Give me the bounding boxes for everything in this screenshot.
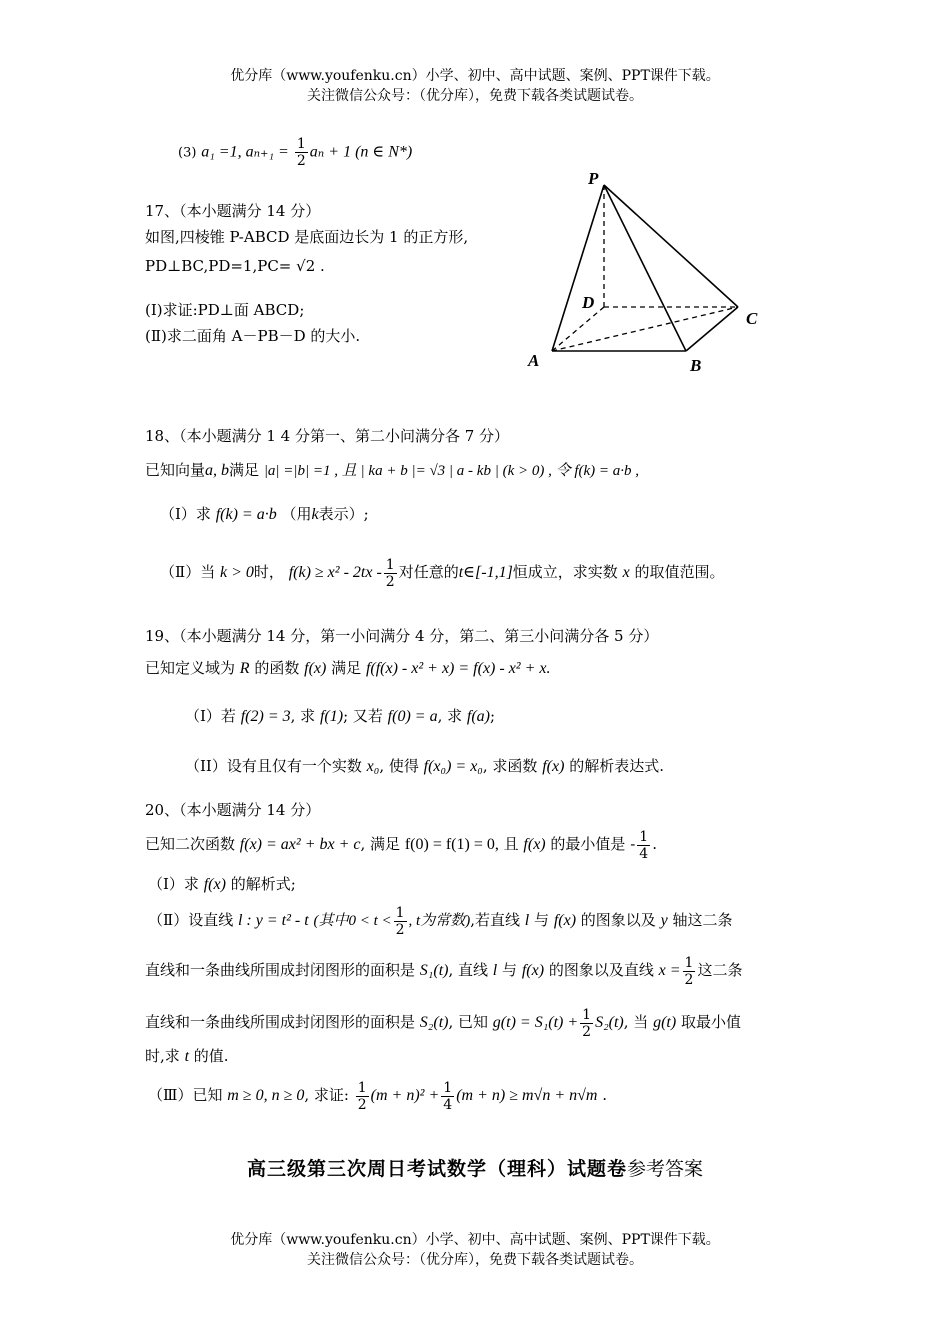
q20-part2-fx: f(x) bbox=[553, 912, 577, 929]
q18-stem-a: 已知向量 bbox=[145, 461, 206, 479]
q20-part2-e: 轴这二条 bbox=[672, 911, 733, 929]
q20-part2-frac-num: 1 bbox=[395, 904, 405, 921]
q20-part2-gt: g(t) bbox=[653, 1014, 677, 1031]
q20-part3-e2: (m + n) ≥ m√n + n√m bbox=[456, 1087, 598, 1104]
q20-stem-cond: f(0) = f(1) = 0, bbox=[404, 836, 499, 853]
q19-part2-c: , 求函数 bbox=[482, 757, 538, 775]
q18-stem-cond: |a| =|b| =1 , 且 | ka + b |= √3 | a - kb | (k > 0) , 令 f(k) = a·b , bbox=[263, 463, 640, 479]
q20-min-num: 1 bbox=[639, 828, 649, 845]
q18-frac-num: 1 bbox=[385, 556, 395, 573]
q20-part2-l2-l: l bbox=[492, 962, 498, 979]
q19-part2-fx: f(x) bbox=[542, 758, 565, 775]
q20-part3-b: , 求证: bbox=[304, 1086, 349, 1104]
q20-part2-l2-b: , 直线 bbox=[448, 961, 489, 979]
q19-part2-eq: f(x₀) = x₀ bbox=[423, 758, 483, 775]
q19-part1-e1: f(2) = 3 bbox=[240, 708, 291, 725]
q19-part1-a: （I）若 bbox=[185, 707, 236, 725]
q20-part2-l2-fx: f(x) bbox=[521, 962, 545, 979]
edge-PC bbox=[604, 185, 738, 307]
q20-part3-f1-num: 1 bbox=[357, 1079, 367, 1096]
q20-part1-a: （Ⅰ）求 bbox=[148, 875, 199, 893]
q20-part2-g: g(t) = S₁(t) + bbox=[492, 1014, 579, 1031]
q18-heading: 18、（本小题满分 1 4 分第一、第二小问满分各 7 分） bbox=[145, 427, 510, 445]
q19-part1-b: , 求 bbox=[290, 707, 316, 725]
q17-heading: 17、（本小题满分 14 分） bbox=[145, 202, 321, 220]
q20-part2-l4-t: t bbox=[184, 1048, 190, 1065]
q18-part2-b: 时， bbox=[253, 563, 284, 581]
q20-part-3 bbox=[148, 1078, 607, 1113]
q19-part2-d: 的解析表达式. bbox=[569, 757, 664, 775]
q17-line-2: PD⊥BC,PD=1,PC= √2 . bbox=[145, 257, 325, 275]
edge-PA bbox=[552, 185, 604, 351]
q18-part2-x: x bbox=[622, 564, 630, 581]
q20-part-2-line-1 bbox=[148, 904, 733, 938]
q20-part2-l3-b: , 已知 bbox=[448, 1013, 489, 1031]
q20-part2-l2-a: 直线和一条曲线所围成封闭图形的面积是 bbox=[145, 961, 416, 979]
q20-part2-l3-a: 直线和一条曲线所围成封闭图形的面积是 bbox=[145, 1013, 416, 1031]
q18-part-2 bbox=[160, 556, 725, 590]
header-line-1: 优分库（www.youfenku.cn）小学、初中、高中试题、案例、PPT课件下载。 bbox=[230, 68, 720, 84]
q20-part2-l2-d: 的图象以及直线 bbox=[548, 961, 654, 979]
q20-part3-fraction-1 bbox=[356, 1080, 369, 1113]
q18-part2-e: 的取值范围。 bbox=[634, 563, 725, 581]
q18-part-1 bbox=[160, 504, 369, 525]
q20-part2-d: 的图象以及 bbox=[580, 911, 656, 929]
footer-line-2: 关注微信公众号：（优分库），免费下载各类试题试卷。 bbox=[307, 1252, 643, 1268]
q18-part1-expr: f(k) = a·b bbox=[215, 506, 277, 523]
q19-part1-c: ; 又若 bbox=[343, 707, 383, 725]
q19-heading: 19、（本小题满分 14 分，第一小问满分 4 分，第二、第三小问满分各 5 分） bbox=[145, 627, 659, 645]
q19-part1-e2: f(1) bbox=[319, 708, 344, 725]
q19-stem-fx: f(x) bbox=[304, 660, 327, 677]
q20-part2-S2b: S₂(t) bbox=[595, 1014, 624, 1031]
q20-part2-paren-b: , t为常数) bbox=[408, 913, 471, 929]
q20-stem-end: . bbox=[652, 835, 657, 853]
q18-part2-c: 对任意的 bbox=[398, 563, 459, 581]
q20-part3-end: . bbox=[602, 1086, 608, 1104]
q20-part1-fx: f(x) bbox=[203, 876, 226, 893]
q20-min-den: 4 bbox=[639, 845, 649, 862]
q20-stem-b: , 满足 bbox=[360, 835, 401, 853]
q20-part2-l: l bbox=[524, 912, 530, 929]
label-A: A bbox=[528, 351, 540, 370]
header-line-2: 关注微信公众号：（优分库），免费下载各类试题试卷。 bbox=[307, 88, 643, 104]
q18-part2-range: t∈[-1,1] bbox=[458, 564, 513, 581]
q20-part2-line: l : y = t² - t bbox=[237, 912, 309, 929]
q19-part1-d: , 求 bbox=[437, 707, 463, 725]
q18-stem-ab: a, b bbox=[205, 462, 230, 479]
q20-part3-cond: m ≥ 0, n ≥ 0 bbox=[227, 1087, 305, 1104]
q19-part2-x0: x₀ bbox=[366, 758, 380, 775]
q19-stem-R: R bbox=[239, 660, 250, 677]
q20-part2-l2-e: 这二条 bbox=[697, 961, 743, 979]
q20-part-2-line-3 bbox=[145, 1006, 741, 1040]
q20-part2-l2-x: x = bbox=[658, 962, 681, 979]
q20-stem-c: 且 bbox=[503, 835, 519, 853]
q20-part2-l4-a: 时,求 bbox=[145, 1047, 180, 1065]
q18-stem-b: 满足 bbox=[229, 461, 260, 479]
q16-frac-num: 1 bbox=[296, 136, 306, 152]
q20-part2-b: ,若直线 bbox=[470, 911, 520, 929]
q18-stem bbox=[145, 460, 639, 481]
pyramid-figure bbox=[520, 165, 780, 380]
q20-part3-fraction-2 bbox=[441, 1080, 454, 1113]
q20-part2-l2-frac-den: 2 bbox=[684, 971, 694, 988]
q20-part3-f2-den: 4 bbox=[443, 1096, 453, 1113]
edge-DA bbox=[552, 307, 604, 351]
footer-line-1: 优分库（www.youfenku.cn）小学、初中、高中试题、案例、PPT课件下载。 bbox=[230, 1232, 720, 1248]
q17-part-2: (Ⅱ)求二面角 A－PB－D 的大小. bbox=[145, 327, 361, 345]
q20-part3-f1-den: 2 bbox=[357, 1096, 367, 1113]
q18-part2-expr: f(k) ≥ x² - 2tx - bbox=[288, 564, 382, 581]
q20-part2-l4-b: 的值. bbox=[193, 1047, 229, 1065]
q20-min-fraction bbox=[637, 829, 650, 862]
q19-part-2 bbox=[185, 756, 664, 777]
q20-part2-l2-fraction bbox=[683, 955, 696, 988]
q20-part2-frac-den: 2 bbox=[395, 921, 405, 938]
q20-part2-fraction bbox=[394, 905, 407, 938]
q19-stem-c: 满足 bbox=[331, 659, 362, 677]
label-P: P bbox=[588, 169, 599, 188]
q18-fraction bbox=[384, 557, 397, 590]
q17-line-1: 如图,四棱锥 P-ABCD 是底面边长为 1 的正方形, bbox=[145, 228, 469, 246]
q18-frac-den: 2 bbox=[385, 573, 395, 590]
q18-part1-a: （Ⅰ）求 bbox=[160, 505, 211, 523]
q19-stem bbox=[145, 658, 551, 679]
q20-part3-a: （Ⅲ）已知 bbox=[148, 1086, 223, 1104]
q20-part2-l2-frac-num: 1 bbox=[684, 954, 694, 971]
q17-part-1: (Ⅰ)求证:PD⊥面 ABCD; bbox=[145, 301, 305, 319]
q20-part2-l2-c: 与 bbox=[502, 961, 518, 979]
q20-part2-a: （Ⅱ）设直线 bbox=[148, 911, 234, 929]
label-D: D bbox=[582, 293, 595, 312]
q20-stem-f: f(x) = ax² + bx + c bbox=[239, 836, 361, 853]
q20-stem-min-sign: - bbox=[630, 835, 636, 853]
q16-part3-tail: aₙ + 1 (n ∈ N*) bbox=[309, 143, 413, 161]
q19-stem-eq: f(f(x) - x² + x) = f(x) - x² + x. bbox=[365, 660, 551, 677]
q20-part3-e1: (m + n)² + bbox=[370, 1087, 440, 1104]
q20-part2-S1: S₁(t) bbox=[419, 962, 449, 979]
q20-part-2-line-2 bbox=[145, 954, 742, 988]
q18-part1-k: k bbox=[311, 506, 319, 523]
q19-part-1 bbox=[185, 706, 495, 727]
q19-part1-e: ; bbox=[490, 707, 496, 725]
edge-AC bbox=[552, 307, 738, 351]
q20-part2-l3-fraction bbox=[580, 1007, 593, 1040]
q18-part1-b: （用 bbox=[281, 505, 312, 523]
q19-part1-e3: f(0) = a bbox=[387, 708, 438, 725]
q20-stem bbox=[145, 828, 657, 862]
q19-part1-e4: f(a) bbox=[466, 708, 491, 725]
q20-part1-b: 的解析式; bbox=[230, 875, 296, 893]
q20-part2-l3-frac-num: 1 bbox=[582, 1006, 592, 1023]
q20-part2-l3-d: 取最小值 bbox=[680, 1013, 741, 1031]
q20-part2-c: 与 bbox=[534, 911, 550, 929]
q19-stem-b: 的函数 bbox=[254, 659, 300, 677]
q19-part2-a: （II）设有且仅有一个实数 bbox=[185, 757, 362, 775]
q20-stem-d: 的最小值是 bbox=[550, 835, 626, 853]
q20-part2-l3-c: , 当 bbox=[623, 1013, 649, 1031]
q18-part1-c: 表示）; bbox=[318, 505, 369, 523]
q20-part2-S2: S₂(t) bbox=[419, 1014, 449, 1031]
q20-part-2-line-4 bbox=[145, 1046, 229, 1067]
q20-part2-paren-a: (其中0 < t < bbox=[313, 913, 392, 929]
answer-title-normal: 参考答案 bbox=[627, 1158, 704, 1180]
q16-part3-expr: a₁ =1, aₙ₊₁ = bbox=[201, 143, 293, 161]
q16-part3-prefix: (3) bbox=[178, 145, 197, 161]
edge-PB bbox=[604, 185, 686, 351]
label-B: B bbox=[690, 356, 702, 375]
q20-part2-l3-frac-den: 2 bbox=[582, 1023, 592, 1040]
q18-part2-a: （Ⅱ）当 bbox=[160, 563, 216, 581]
q20-stem-a: 已知二次函数 bbox=[145, 835, 236, 853]
q20-part-1 bbox=[148, 874, 296, 895]
q18-part2-cond: k > 0 bbox=[219, 564, 254, 581]
q20-stem-fx: f(x) bbox=[523, 836, 546, 853]
q20-part2-y: y bbox=[660, 912, 668, 929]
q16-fraction bbox=[295, 136, 308, 169]
q16-part3 bbox=[178, 136, 412, 169]
answer-title-bold: 高三级第三次周日考试数学（理科）试题卷 bbox=[246, 1158, 627, 1180]
label-C: C bbox=[746, 309, 758, 328]
q16-frac-den: 2 bbox=[296, 153, 306, 169]
q18-part2-d: 恒成立，求实数 bbox=[512, 563, 618, 581]
q19-stem-a: 已知定义域为 bbox=[145, 659, 236, 677]
q20-heading: 20、（本小题满分 14 分） bbox=[145, 801, 321, 819]
q20-part3-f2-num: 1 bbox=[443, 1079, 453, 1096]
answer-title bbox=[0, 1156, 950, 1183]
q19-part2-b: , 使得 bbox=[379, 757, 419, 775]
